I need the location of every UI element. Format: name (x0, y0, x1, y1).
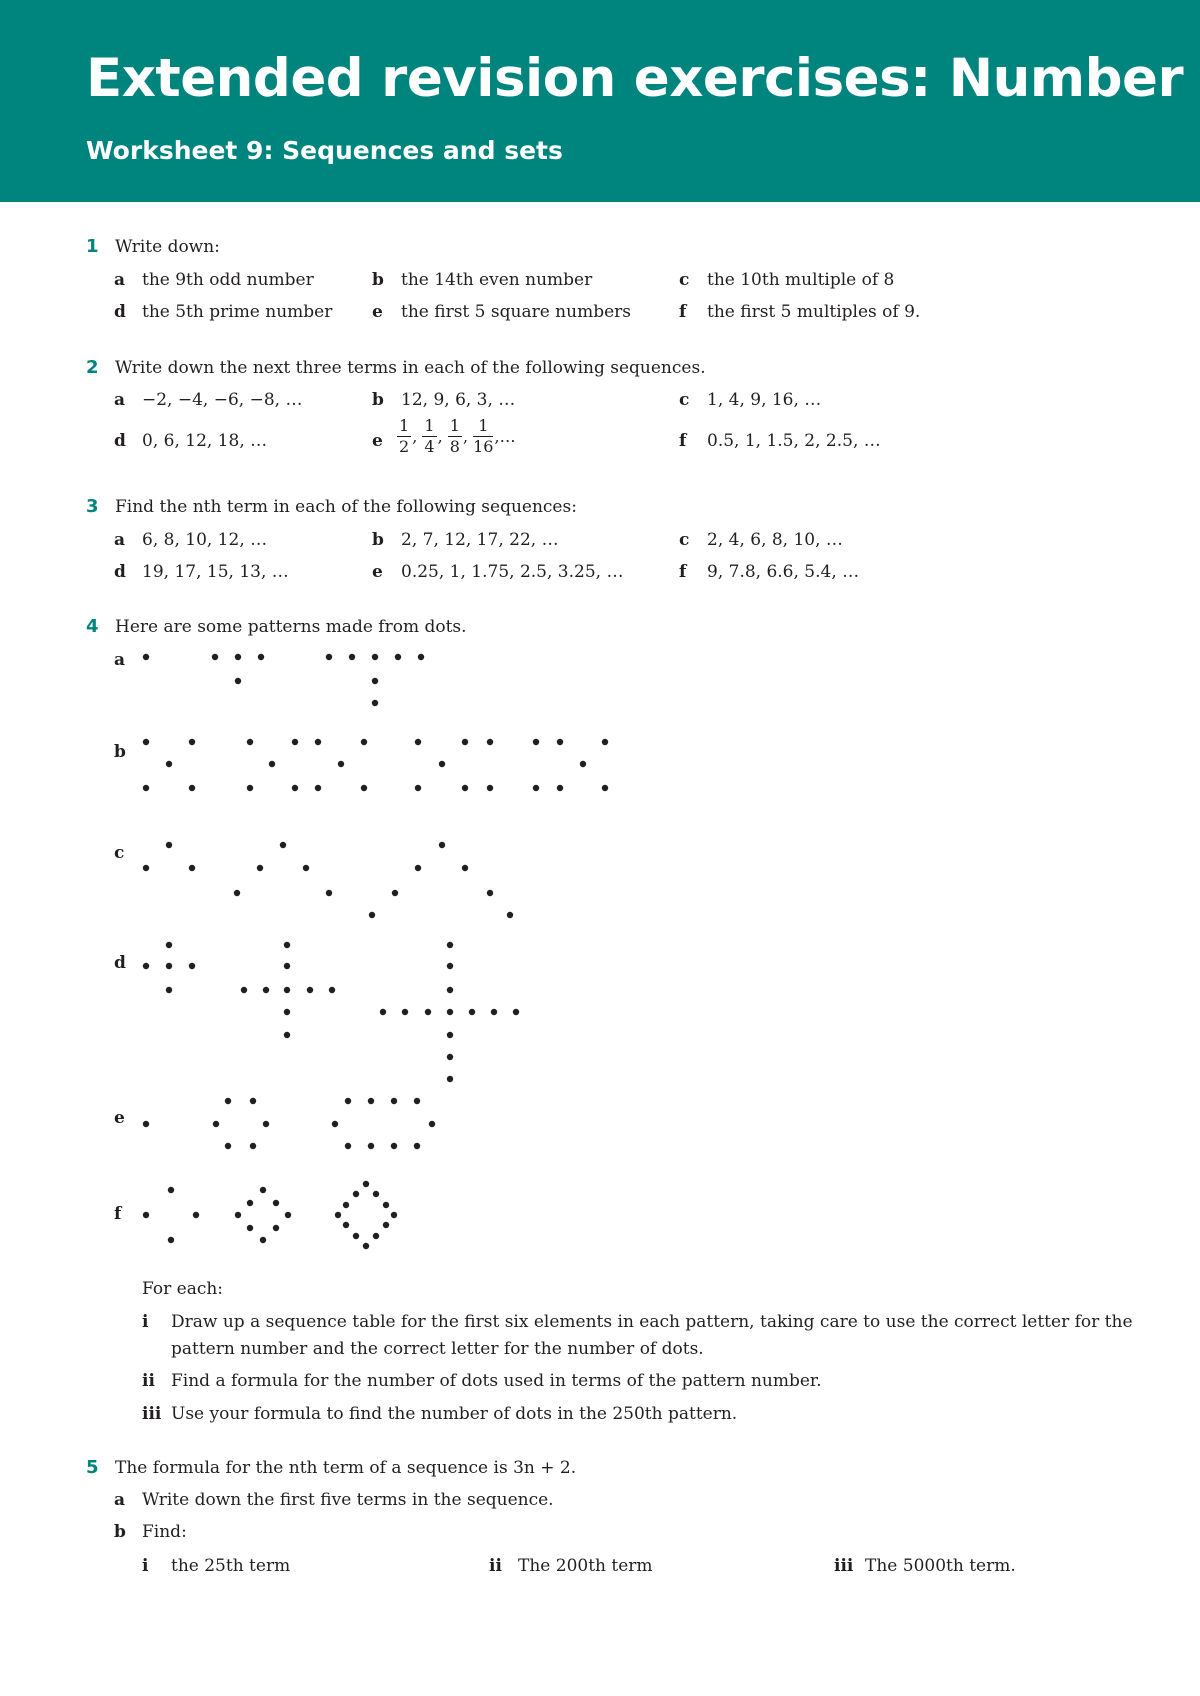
pattern-dot (168, 1237, 174, 1243)
part-label: c (679, 390, 690, 410)
item-label: i (142, 1312, 149, 1332)
part-label: b (114, 1522, 126, 1542)
item-text-continued: pattern number and the correct letter for the number of dots. (171, 1339, 704, 1359)
pattern-dot (353, 1191, 359, 1197)
part-text: 2, 4, 6, 8, 10, … (707, 530, 843, 550)
pattern-dot (392, 890, 398, 896)
fraction: $\frac{1}{2}$ (399, 416, 410, 456)
pattern-dot (349, 654, 355, 660)
pattern-dot (189, 739, 195, 745)
pattern-dot (462, 865, 468, 871)
part-text: −2, −4, −6, −8, … (142, 390, 303, 410)
fraction: $\frac{1}{8}$ (449, 416, 460, 456)
pattern-dot (284, 987, 290, 993)
pattern-dot (491, 1009, 497, 1015)
part-text: the 5th prime number (142, 302, 333, 322)
part-label: e (372, 431, 383, 451)
pattern-dot (143, 785, 149, 791)
pattern-dot (273, 1200, 279, 1206)
part-text: 9, 7.8, 6.6, 5.4, … (707, 562, 860, 582)
pattern-dot (166, 942, 172, 948)
pattern-dot (260, 1237, 266, 1243)
pattern-label: b (114, 742, 126, 762)
question-number: 5 (86, 1457, 99, 1478)
pattern-dot (343, 1222, 349, 1228)
pattern-dot (402, 1009, 408, 1015)
pattern-dot (284, 1009, 290, 1015)
part-label: e (372, 302, 383, 322)
question-text: Find the nth term in each of the following sequences: (115, 497, 577, 517)
pattern-dot (447, 1032, 453, 1038)
pattern-dot (284, 942, 290, 948)
pattern-dot (303, 865, 309, 871)
pattern-dot (263, 1121, 269, 1127)
pattern-dot (462, 785, 468, 791)
pattern-dot (326, 890, 332, 896)
part-label: a (114, 1490, 126, 1510)
pattern-dot (269, 761, 275, 767)
pattern-dot (166, 963, 172, 969)
for-each-text: For each: (142, 1279, 224, 1299)
pattern-dot (507, 912, 513, 918)
part-text: 0.25, 1, 1.75, 2.5, 3.25, … (401, 562, 624, 582)
pattern-label: d (114, 953, 126, 973)
pattern-dot (143, 1121, 149, 1127)
pattern-dot (315, 739, 321, 745)
part-label: a (114, 390, 126, 410)
pattern-dot (391, 1212, 397, 1218)
part-label: d (114, 562, 126, 582)
question-number: 3 (86, 496, 99, 517)
part-label: f (679, 562, 687, 582)
part-text: 0.5, 1, 1.5, 2, 2.5, … (707, 431, 881, 451)
pattern-dot (372, 678, 378, 684)
pattern-dot (260, 1187, 266, 1193)
pattern-dot (487, 785, 493, 791)
pattern-label: c (114, 843, 125, 863)
pattern-dot (369, 912, 375, 918)
pattern-dot (284, 1032, 290, 1038)
pattern-dot (447, 963, 453, 969)
part-text: the 9th odd number (142, 270, 314, 290)
pattern-dot (235, 678, 241, 684)
pattern-dot (258, 654, 264, 660)
pattern-dot (247, 785, 253, 791)
part-label: a (114, 270, 126, 290)
pattern-dot (380, 1009, 386, 1015)
pattern-dot (363, 1243, 369, 1249)
part-text: Find: (142, 1522, 187, 1542)
pattern-dot (418, 654, 424, 660)
pattern-dot (368, 1143, 374, 1149)
pattern-dot (338, 761, 344, 767)
part-label: d (114, 302, 126, 322)
sub-text: The 5000th term. (865, 1556, 1016, 1576)
pattern-dot (414, 1098, 420, 1104)
sub-text: the 25th term (171, 1556, 291, 1576)
pattern-dot (487, 890, 493, 896)
pattern-dot (391, 1098, 397, 1104)
part-text: 0, 6, 12, 18, … (142, 431, 268, 451)
pattern-dot (143, 654, 149, 660)
pattern-dot (166, 842, 172, 848)
pattern-dot (429, 1121, 435, 1127)
part-label: b (372, 390, 384, 410)
pattern-dot (513, 1009, 519, 1015)
question-number: 2 (86, 357, 99, 378)
pattern-dot (353, 1233, 359, 1239)
pattern-dot (557, 785, 563, 791)
fraction: $\frac{1}{16}$ (473, 416, 494, 456)
pattern-dot (241, 987, 247, 993)
pattern-dot (372, 654, 378, 660)
question-text: Write down the next three terms in each of the following sequences. (115, 358, 706, 378)
pattern-dot (285, 1212, 291, 1218)
part-text: Write down the first five terms in the sequence. (142, 1490, 554, 1510)
pattern-dot (234, 890, 240, 896)
pattern-dot (284, 963, 290, 969)
part-text: 19, 17, 15, 13, … (142, 562, 289, 582)
pattern-dot (415, 865, 421, 871)
pattern-dot (166, 987, 172, 993)
sub-label: i (142, 1556, 149, 1576)
sub-text: The 200th term (518, 1556, 653, 1576)
pattern-dot (235, 1212, 241, 1218)
question-number: 4 (86, 616, 99, 637)
pattern-dot (345, 1143, 351, 1149)
pattern-dot (168, 1187, 174, 1193)
part-label: e (372, 562, 383, 582)
pattern-dot (292, 785, 298, 791)
pattern-dot (326, 654, 332, 660)
question-number: 1 (86, 236, 99, 257)
pattern-dot (292, 739, 298, 745)
pattern-dot (439, 842, 445, 848)
pattern-dot (447, 987, 453, 993)
pattern-dot (439, 761, 445, 767)
pattern-dot (414, 1143, 420, 1149)
part-text: 1, 4, 9, 16, … (707, 390, 822, 410)
pattern-dot (602, 785, 608, 791)
pattern-dot (143, 739, 149, 745)
pattern-dot (447, 1009, 453, 1015)
pattern-dot (391, 1143, 397, 1149)
pattern-dot (225, 1143, 231, 1149)
pattern-dot (447, 942, 453, 948)
pattern-dot (225, 1098, 231, 1104)
page-title: Extended revision exercises: Number (86, 48, 1184, 109)
pattern-dot (395, 654, 401, 660)
part-text: 6, 8, 10, 12, … (142, 530, 268, 550)
pattern-dot (447, 1076, 453, 1082)
part-label: f (679, 302, 687, 322)
pattern-dot (343, 1202, 349, 1208)
pattern-dot (487, 739, 493, 745)
pattern-dot (143, 963, 149, 969)
fraction: $\frac{1}{4}$ (424, 416, 435, 456)
pattern-dot (189, 865, 195, 871)
question-text: The formula for the nth term of a sequence is 3n + 2. (115, 1458, 577, 1478)
pattern-dot (361, 785, 367, 791)
pattern-dot (580, 761, 586, 767)
pattern-dot (557, 739, 563, 745)
pattern-dot (332, 1121, 338, 1127)
pattern-dot (247, 739, 253, 745)
pattern-dot (345, 1098, 351, 1104)
pattern-dot (361, 739, 367, 745)
pattern-dot (469, 1009, 475, 1015)
pattern-dot (307, 987, 313, 993)
pattern-dot (363, 1181, 369, 1187)
part-label: d (114, 431, 126, 451)
pattern-dot (273, 1225, 279, 1231)
pattern-dot (257, 865, 263, 871)
question-text: Write down: (115, 237, 220, 257)
pattern-dot (373, 1233, 379, 1239)
pattern-dot (247, 1200, 253, 1206)
pattern-dot (189, 785, 195, 791)
pattern-label: f (114, 1204, 122, 1224)
item-text: Use your formula to find the number of dots in the 250th pattern. (171, 1404, 738, 1424)
part-text: the 14th even number (401, 270, 593, 290)
pattern-dot (189, 963, 195, 969)
part-label: f (679, 431, 687, 451)
item-label: ii (142, 1371, 155, 1391)
question-text: Here are some patterns made from dots. (115, 617, 467, 637)
pattern-dot (602, 739, 608, 745)
sub-label: ii (489, 1556, 502, 1576)
pattern-dot (166, 761, 172, 767)
part-text: the 10th multiple of 8 (707, 270, 895, 290)
pattern-dot (533, 739, 539, 745)
part-label: b (372, 270, 384, 290)
pattern-dot (368, 1098, 374, 1104)
part-text: 2, 7, 12, 17, 22, … (401, 530, 559, 550)
pattern-dot (263, 987, 269, 993)
part-text: 12, 9, 6, 3, … (401, 390, 516, 410)
pattern-dot (373, 1191, 379, 1197)
pattern-dot (280, 842, 286, 848)
pattern-dot (462, 739, 468, 745)
pattern-dot (143, 1212, 149, 1218)
pattern-dot (335, 1212, 341, 1218)
pattern-dot (447, 1054, 453, 1060)
worksheet-subtitle: Worksheet 9: Sequences and sets (86, 136, 563, 165)
pattern-dot (250, 1143, 256, 1149)
item-text: Draw up a sequence table for the first six elements in each pattern, taking care to use the correct letter for the (171, 1312, 1133, 1332)
pattern-dot (250, 1098, 256, 1104)
pattern-dot (383, 1202, 389, 1208)
part-label: b (372, 530, 384, 550)
part-label: c (679, 270, 690, 290)
sub-label: iii (834, 1556, 854, 1576)
part-text: the first 5 square numbers (401, 302, 631, 322)
pattern-label: a (114, 650, 126, 670)
fraction-sequence: $\frac{1}{2}$ , $\frac{1}{4}$ , $\frac{1}{8}$ , $\frac{1}{16}$ ,… (399, 416, 516, 456)
pattern-dot (235, 654, 241, 660)
pattern-dot (193, 1212, 199, 1218)
part-text: the first 5 multiples of 9. (707, 302, 921, 322)
pattern-dot (415, 739, 421, 745)
pattern-dot (415, 785, 421, 791)
part-label: c (679, 530, 690, 550)
pattern-dot (247, 1225, 253, 1231)
pattern-dot (212, 654, 218, 660)
pattern-dot (329, 987, 335, 993)
pattern-dot (213, 1121, 219, 1127)
item-label: iii (142, 1404, 162, 1424)
pattern-dot (143, 865, 149, 871)
pattern-dot (315, 785, 321, 791)
item-text: Find a formula for the number of dots used in terms of the pattern number. (171, 1371, 822, 1391)
pattern-label: e (114, 1108, 125, 1128)
pattern-dot (533, 785, 539, 791)
pattern-dot (425, 1009, 431, 1015)
pattern-dot (383, 1222, 389, 1228)
pattern-dot (372, 700, 378, 706)
part-label: a (114, 530, 126, 550)
